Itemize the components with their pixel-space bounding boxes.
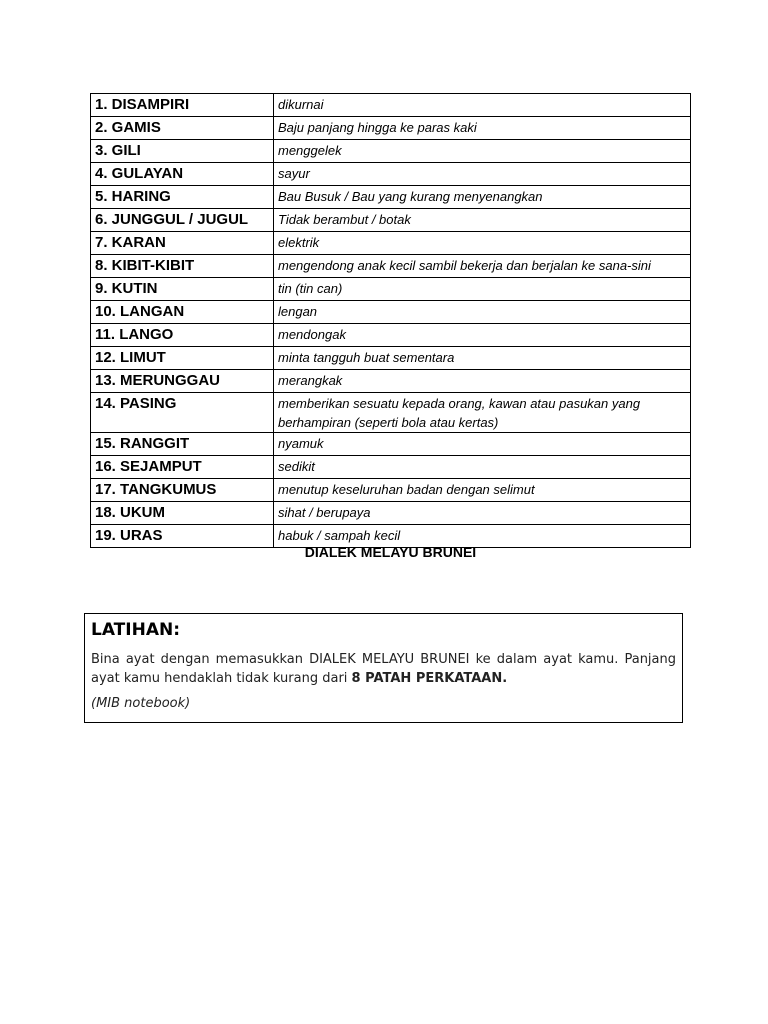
table-row [91, 393, 691, 433]
dialect-term: 16. SEJAMPUT [91, 456, 274, 479]
term-meaning: memberikan sesuatu kepada orang, kawan atau pasukan yang berhampiran (seperti bola atau kertas) [274, 393, 691, 433]
table-row [91, 301, 691, 324]
dialect-term: 4. GULAYAN [91, 163, 274, 186]
table-row [91, 140, 691, 163]
term-meaning: dikurnai [274, 94, 691, 117]
term-meaning: tin (tin can) [274, 278, 691, 301]
term-meaning: Tidak berambut / botak [274, 209, 691, 232]
dialect-term: 19. URAS [91, 525, 274, 548]
term-meaning: mendongak [274, 324, 691, 347]
term-meaning: Baju panjang hingga ke paras kaki [274, 117, 691, 140]
dialect-term: 14. PASING [91, 393, 274, 433]
table-row [91, 324, 691, 347]
exercise-box [84, 613, 683, 723]
term-meaning: nyamuk [274, 433, 691, 456]
table-row [91, 255, 691, 278]
vocabulary-table-body [91, 94, 691, 548]
table-row [91, 347, 691, 370]
table-row [91, 456, 691, 479]
exercise-note: (MIB notebook) [91, 696, 191, 711]
table-row [91, 117, 691, 140]
term-meaning: habuk / sampah kecil [274, 525, 691, 548]
table-row [91, 209, 691, 232]
dialect-term: 3. GILI [91, 140, 274, 163]
table-row [91, 433, 691, 456]
term-meaning: sedikit [274, 456, 691, 479]
dialect-term: 9. KUTIN [91, 278, 274, 301]
table-row [91, 232, 691, 255]
term-meaning: lengan [274, 301, 691, 324]
term-meaning: menggelek [274, 140, 691, 163]
dialect-term: 17. TANGKUMUS [91, 479, 274, 502]
exercise-emphasis: 8 PATAH PERKATAAN. [351, 671, 508, 686]
term-meaning: menutup keseluruhan badan dengan selimut [274, 479, 691, 502]
dialect-term: 8. KIBIT-KIBIT [91, 255, 274, 278]
dialect-term: 2. GAMIS [91, 117, 274, 140]
term-meaning: minta tangguh buat sementara [274, 347, 691, 370]
dialect-term: 11. LANGO [91, 324, 274, 347]
exercise-instruction-text: Bina ayat dengan memasukkan DIALEK MELAYU BRUNEI ke dalam ayat kamu. Panjang ayat kamu hendaklah tidak kurang dari [91, 652, 676, 686]
term-meaning: sihat / berupaya [274, 502, 691, 525]
term-meaning: merangkak [274, 370, 691, 393]
dialect-term: 7. KARAN [91, 232, 274, 255]
table-row [91, 94, 691, 117]
term-meaning: sayur [274, 163, 691, 186]
dialect-term: 5. HARING [91, 186, 274, 209]
dialect-term: 10. LANGAN [91, 301, 274, 324]
vocabulary-table [90, 93, 691, 548]
term-meaning: elektrik [274, 232, 691, 255]
dialect-term: 6. JUNGGUL / JUGUL [91, 209, 274, 232]
exercise-instruction [91, 650, 676, 688]
dialect-term: 1. DISAMPIRI [91, 94, 274, 117]
dialect-term: 15. RANGGIT [91, 433, 274, 456]
term-meaning: Bau Busuk / Bau yang kurang menyenangkan [274, 186, 691, 209]
table-row [91, 370, 691, 393]
table-row [91, 278, 691, 301]
table-row [91, 186, 691, 209]
table-row [91, 502, 691, 525]
term-meaning: mengendong anak kecil sambil bekerja dan berjalan ke sana-sini [274, 255, 691, 278]
dialect-term: 12. LIMUT [91, 347, 274, 370]
table-row [91, 479, 691, 502]
dialect-term: 13. MERUNGGAU [91, 370, 274, 393]
table-row [91, 163, 691, 186]
dialect-term: 18. UKUM [91, 502, 274, 525]
exercise-title: LATIHAN: [91, 620, 181, 640]
table-caption: DIALEK MELAYU BRUNEI [304, 544, 477, 560]
